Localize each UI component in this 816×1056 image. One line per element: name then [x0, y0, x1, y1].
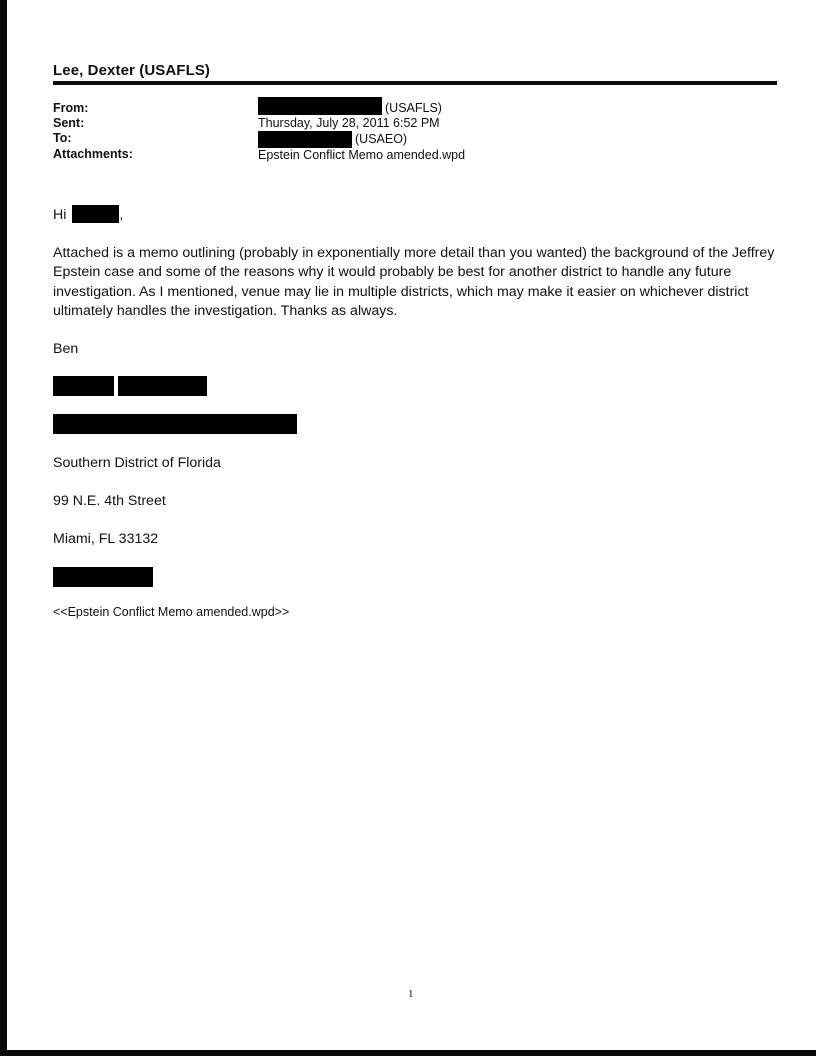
- from-value: (USAFLS): [385, 101, 442, 115]
- attachments-value: Epstein Conflict Memo amended.wpd: [258, 148, 466, 162]
- signature-name: Ben: [53, 341, 79, 357]
- redacted-signature-block-1: [53, 376, 114, 396]
- scan-edge-bottom: [0, 1050, 816, 1056]
- to-value: (USAEO): [355, 132, 408, 146]
- redacted-title-block: [53, 414, 297, 434]
- greeting-prefix: Hi: [53, 207, 67, 223]
- header-divider: [53, 81, 777, 85]
- message-paragraph: Attached is a memo outlining (probably in exponentially more detail than you wanted) the background of the Jeffrey Epstein case and some of the reasons why it would probably be best for another district to handle any future investigation. As I mentioned, venue may lie in multiple districts, which may make it easier on whichever district ultimately handles the investigation. Thanks as always.: [53, 245, 775, 320]
- attachments-label: Attachments:: [53, 147, 133, 161]
- address-line-city: Miami, FL 33132: [53, 531, 159, 547]
- redacted-phone-block: [53, 567, 153, 587]
- attachment-reference[interactable]: <<Epstein Conflict Memo amended.wpd>>: [53, 605, 290, 619]
- page-number: 1: [408, 988, 414, 1000]
- sent-label: Sent:: [53, 116, 85, 130]
- to-label: To:: [53, 131, 72, 145]
- scan-edge-left: [0, 0, 7, 1056]
- greeting-suffix: ,: [119, 207, 124, 223]
- sent-value: Thursday, July 28, 2011 6:52 PM: [258, 116, 440, 130]
- redacted-from-name: [258, 97, 382, 115]
- from-label: From:: [53, 101, 89, 115]
- redacted-recipient-name: [72, 205, 119, 223]
- redacted-signature-block-2: [118, 376, 207, 396]
- sender-mailbox-name: Lee, Dexter (USAFLS): [53, 62, 211, 79]
- greeting: [53, 205, 123, 225]
- redacted-to-name: [258, 131, 352, 148]
- address-line-office: Southern District of Florida: [53, 455, 221, 471]
- address-line-street: 99 N.E. 4th Street: [53, 493, 166, 509]
